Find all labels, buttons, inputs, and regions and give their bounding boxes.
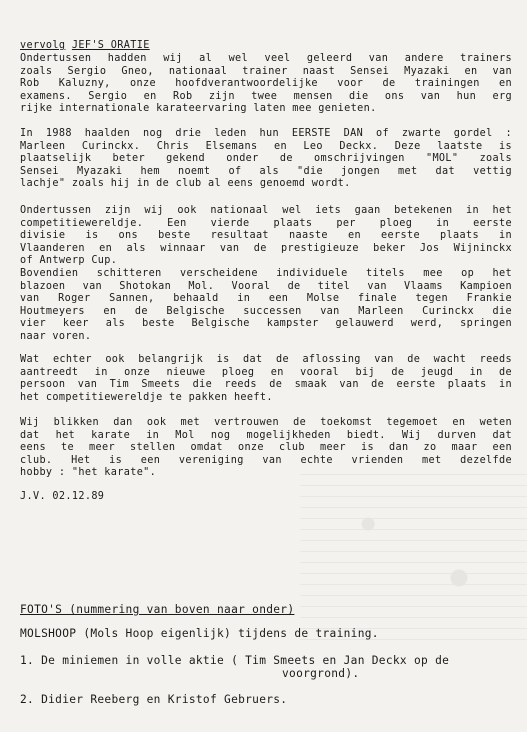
paragraph-line: naar voren.	[20, 330, 92, 342]
paragraph-line: club. Het is een vereniging van echte vrienden met dezelfde	[20, 454, 512, 466]
foto-item-line: voorgrond).	[282, 667, 360, 680]
paragraph-line: aantreedt in onze nieuwe ploeg en vooral bij de jeugd in de	[20, 366, 512, 378]
fotos-subheading-text: MOLSHOOP (Mols Hoop eigenlijk) tijdens de training.	[20, 628, 379, 640]
paragraph-line: examens. Sergio en Rob zijn twee mensen die ons van hun erg	[20, 90, 512, 102]
paragraph-line: Vlaanderen en als winnaar van de prestigieuze beker Jos Wijninckx	[20, 242, 512, 254]
paragraph-line: dat het karate in Mol nog mogelijkheden biedt. Wij durven dat	[20, 429, 512, 441]
fotos-subheading	[20, 628, 512, 641]
paragraph-line: plaatselijk beter gekend onder de omschrijvingen "MOL" zoals	[20, 153, 512, 165]
fotos-heading-text: FOTO'S (nummering van boven naar onder)	[20, 604, 295, 616]
paragraph-line: competitiewereldje. Een vierde plaats per ploeg in eerste	[20, 217, 512, 229]
paragraph-5	[20, 417, 512, 480]
fotos-heading	[20, 604, 512, 617]
paragraph-line: divisie is ons beste resultaat naaste en eerste plaats in	[20, 230, 512, 242]
paragraph-line: het competitiewereldje te pakken heeft.	[20, 391, 273, 403]
paragraph-line: Rob Kaluzny, onze hoofdverantwoordelijke voor de trainingen en	[20, 78, 512, 90]
heading-title: JEF'S ORATIE	[71, 40, 150, 51]
paragraph-line: of Antwerp Cup.	[20, 255, 118, 267]
paragraph-line: Ondertussen zijn wij ook nationaal wel iets gaan betekenen in het	[20, 205, 512, 216]
paragraph-line: persoon van Tim Smeets die reeds de smaak van de eerste plaats in	[20, 379, 512, 391]
paragraph-line: blazoen van Shotokan Mol. Vooral de titel van Vlaams Kampioen	[20, 280, 512, 292]
paragraph-line: rijke internationale karateervaring laten mee genieten.	[20, 103, 377, 115]
paragraph-line: lachje" zoals hij in de club al eens genoemd wordt.	[20, 178, 351, 190]
paragraph-3	[20, 205, 512, 344]
foto-item-line: 1. De miniemen in volle aktie ( Tim Smeets en Jan Deckx op de	[20, 655, 450, 667]
paragraph-1	[20, 53, 512, 116]
paragraph-line: Houtmeyers en de Belgische successen van Marleen Curinckx die	[20, 305, 512, 317]
paragraph-4	[20, 354, 512, 404]
paragraph-line: zoals Sergio Gneo, nationaal trainer naast Sensei Myazaki en van	[20, 65, 512, 77]
paragraph-2	[20, 128, 512, 191]
heading-prefix: vervolg	[20, 40, 66, 51]
paragraph-line: Wat echter ook belangrijk is dat de aflossing van de wacht reeds	[20, 354, 512, 365]
paragraph-line: Ondertussen hadden wij al wel veel geleerd van andere trainers	[20, 53, 512, 64]
foto-item-line: 2. Didier Reeberg en Kristof Gebruers.	[20, 694, 288, 706]
paragraph-line: Sensei Myazaki hem noemt of als "die jongen met dat vettig	[20, 165, 512, 177]
paragraph-line: Bovendien schitteren verscheidene individuele titels mee op het	[20, 267, 512, 279]
paragraph-line: hobby : "het karate".	[20, 467, 157, 479]
paragraph-line: Marleen Curinckx. Chris Elsemans en Leo Deckx. Deze laatste is	[20, 140, 512, 152]
paragraph-line: In 1988 haalden nog drie leden hun EERSTE DAN of zwarte gordel :	[20, 128, 512, 139]
foto-item-2	[20, 694, 512, 707]
paragraph-line: van Roger Sannen, behaald in een Molse finale tegen Frankie	[20, 293, 512, 305]
signature-text: J.V. 02.12.89	[20, 491, 105, 502]
paragraph-line: Wij blikken dan ook met vertrouwen de toekomst tegemoet en weten	[20, 417, 512, 428]
signature	[20, 491, 512, 504]
section-heading	[20, 40, 512, 53]
foto-item-1	[20, 655, 512, 680]
paragraph-line: eens te meer stellen omdat onze club meer is dan zo maar een	[20, 442, 512, 454]
paragraph-line: vier keer als beste Belgische kampster gelauwerd werd, springen	[20, 318, 512, 330]
